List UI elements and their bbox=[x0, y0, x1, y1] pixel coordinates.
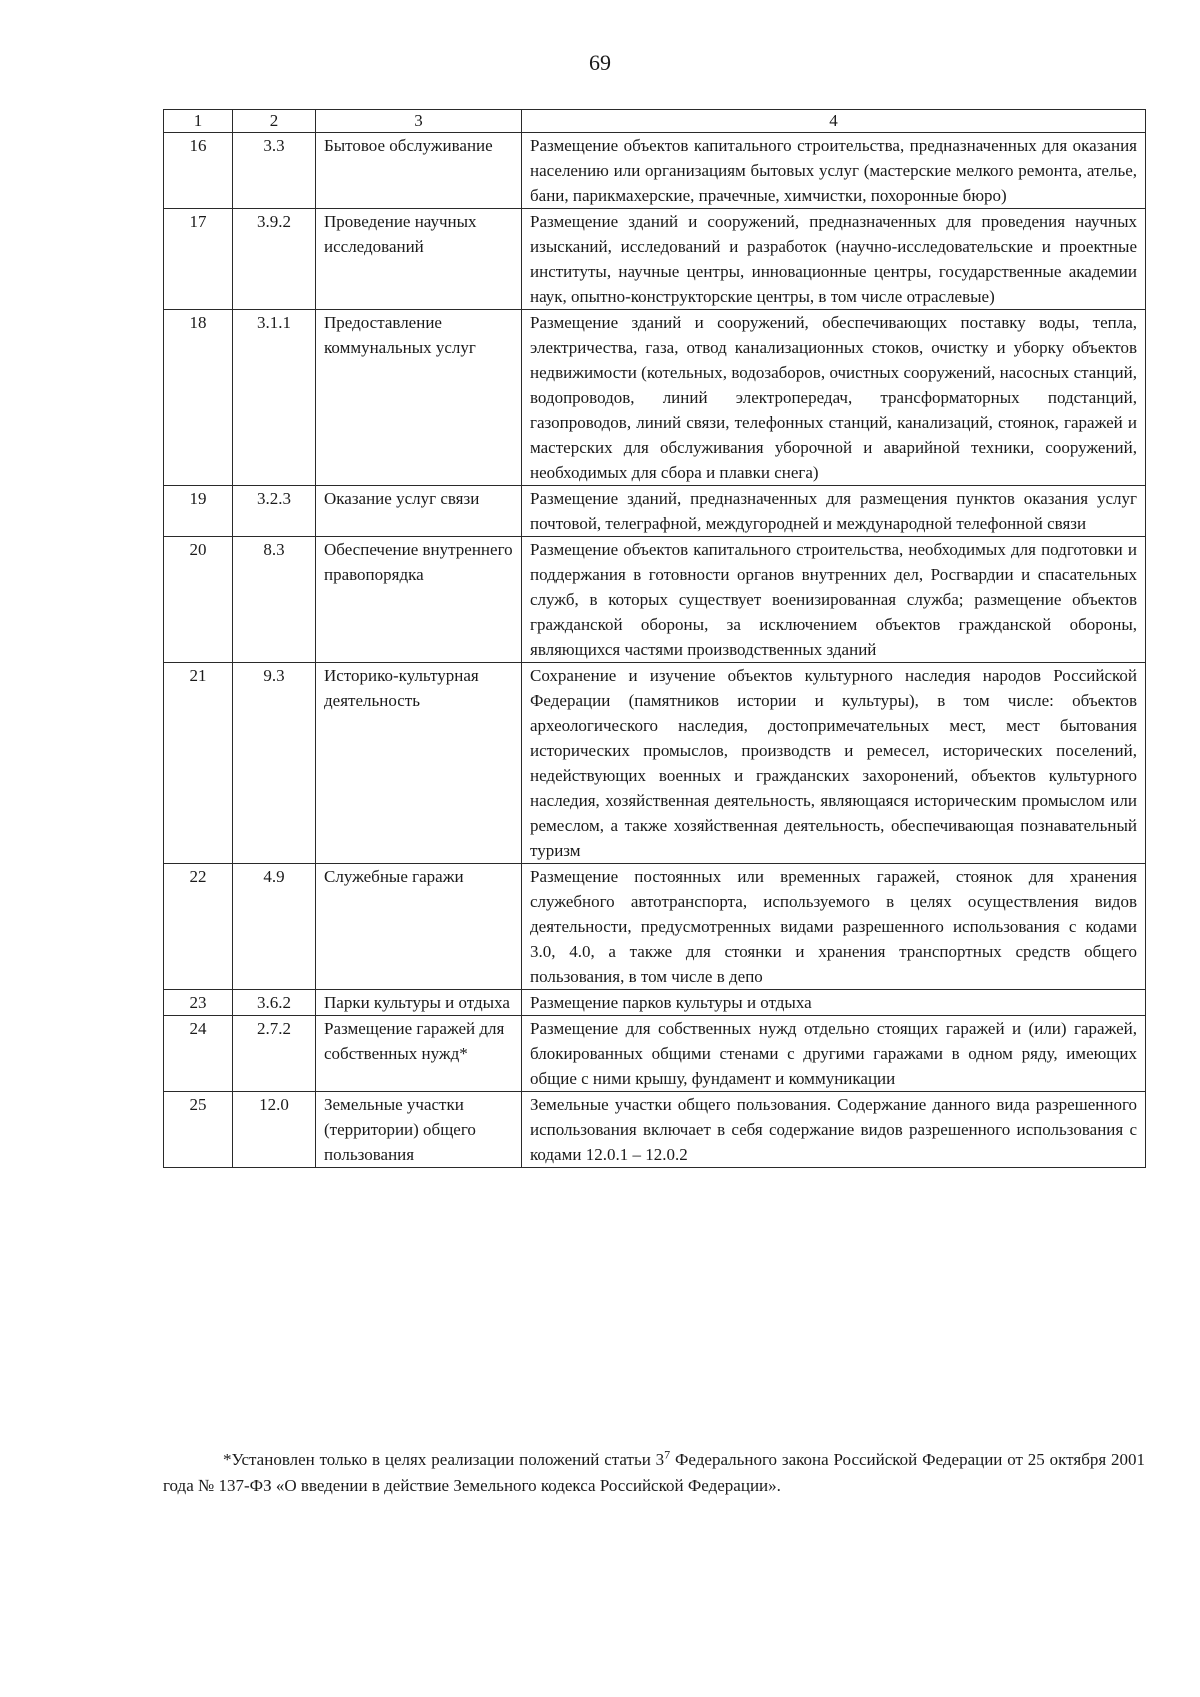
row-number: 24 bbox=[164, 1016, 233, 1092]
use-name: Служебные гаражи bbox=[316, 864, 522, 990]
row-number: 18 bbox=[164, 310, 233, 486]
use-description: Размещение для собственных нужд отдельно стоящих гаражей и (или) гаражей, блокированных общими стенами с другими гаражами в одном ряду, имеющих общие с ними крышу, фундамент и коммуникации bbox=[522, 1016, 1146, 1092]
row-number: 20 bbox=[164, 537, 233, 663]
use-code: 2.7.2 bbox=[233, 1016, 316, 1092]
row-number: 25 bbox=[164, 1092, 233, 1168]
use-description: Сохранение и изучение объектов культурного наследия народов Российской Федерации (памятников истории и культуры), в том числе: объектов археологического наследия, достопримечательных мест, мест бытования исторических промыслов, производств и ремесел, исторических поселений, недействующих военных и гражданских захоронений, объектов культурного наследия, хозяйственная деятельность, являющаяся историческим промыслом или ремеслом, а также хозяйственная деятельность, обеспечивающая познавательный туризм bbox=[522, 663, 1146, 864]
header-col-3: 3 bbox=[316, 110, 522, 133]
use-name: Предоставление коммунальных услуг bbox=[316, 310, 522, 486]
table-row bbox=[164, 990, 1146, 1016]
header-col-4: 4 bbox=[522, 110, 1146, 133]
footnote-text-start: *Установлен только в целях реализации положений статьи 3 bbox=[223, 1450, 665, 1469]
header-col-1: 1 bbox=[164, 110, 233, 133]
use-description: Размещение объектов капитального строительства, необходимых для подготовки и поддержания в готовности органов внутренних дел, Росгвардии и спасательных служб, в которых существует военизированная служба; размещение объектов гражданской обороны, за исключением объектов гражданской обороны, являющихся частями производственных зданий bbox=[522, 537, 1146, 663]
table-row bbox=[164, 486, 1146, 537]
use-description: Размещение зданий и сооружений, обеспечивающих поставку воды, тепла, электричества, газа, отвод канализационных стоков, очистку и уборку объектов недвижимости (котельных, водозаборов, очистных сооружений, насосных станций, водопроводов, линий электропередач, трансформаторных подстанций, газопроводов, линий связи, телефонных станций, канализаций, стоянок, гаражей и мастерских для обслуживания уборочной и аварийной техники, сооружений, необходимых для сбора и плавки снега) bbox=[522, 310, 1146, 486]
row-number: 17 bbox=[164, 209, 233, 310]
use-code: 8.3 bbox=[233, 537, 316, 663]
table-header-row bbox=[164, 110, 1146, 133]
footnote-superscript: 7 bbox=[664, 1447, 671, 1462]
footnote bbox=[163, 1447, 1145, 1499]
use-name: Земельные участки (территории) общего пользования bbox=[316, 1092, 522, 1168]
row-number: 23 bbox=[164, 990, 233, 1016]
table-row bbox=[164, 133, 1146, 209]
table-row bbox=[164, 310, 1146, 486]
use-description: Размещение зданий, предназначенных для размещения пунктов оказания услуг почтовой, телеграфной, междугородней и международной телефонной связи bbox=[522, 486, 1146, 537]
table-row bbox=[164, 1016, 1146, 1092]
use-name: Парки культуры и отдыха bbox=[316, 990, 522, 1016]
use-code: 4.9 bbox=[233, 864, 316, 990]
row-number: 22 bbox=[164, 864, 233, 990]
use-name: Оказание услуг связи bbox=[316, 486, 522, 537]
use-code: 3.1.1 bbox=[233, 310, 316, 486]
table-row bbox=[164, 1092, 1146, 1168]
use-description: Земельные участки общего пользования. Содержание данного вида разрешенного использования включает в себя содержание видов разрешенного использования с кодами 12.0.1 – 12.0.2 bbox=[522, 1092, 1146, 1168]
use-code: 3.3 bbox=[233, 133, 316, 209]
use-name: Историко-культурная деятельность bbox=[316, 663, 522, 864]
use-name: Проведение научных исследований bbox=[316, 209, 522, 310]
row-number: 16 bbox=[164, 133, 233, 209]
use-description: Размещение зданий и сооружений, предназначенных для проведения научных изысканий, исследований и разработок (научно-исследовательские и проектные институты, научные центры, инновационные центры, государственные академии наук, опытно-конструкторские центры, в том числе отраслевые) bbox=[522, 209, 1146, 310]
use-code: 3.9.2 bbox=[233, 209, 316, 310]
table-row bbox=[164, 537, 1146, 663]
use-code: 3.2.3 bbox=[233, 486, 316, 537]
use-code: 12.0 bbox=[233, 1092, 316, 1168]
footnote-text-end: Федерального закона Российской Федерации от 25 октября 2001 года № 137-ФЗ «О введении в действие Земельного кодекса Российской Федерации». bbox=[163, 1450, 1145, 1495]
use-description: Размещение постоянных или временных гаражей, стоянок для хранения служебного автотранспорта, используемого в целях осуществления видов деятельности, предусмотренных видами разрешенного использования с кодами 3.0, 4.0, а также для стоянки и хранения транспортных средств общего пользования, в том числе в депо bbox=[522, 864, 1146, 990]
table-row bbox=[164, 663, 1146, 864]
use-description: Размещение объектов капитального строительства, предназначенных для оказания населению или организациям бытовых услуг (мастерские мелкого ремонта, ателье, бани, парикмахерские, прачечные, химчистки, похоронные бюро) bbox=[522, 133, 1146, 209]
use-description: Размещение парков культуры и отдыха bbox=[522, 990, 1146, 1016]
use-code: 9.3 bbox=[233, 663, 316, 864]
row-number: 21 bbox=[164, 663, 233, 864]
header-col-2: 2 bbox=[233, 110, 316, 133]
use-code: 3.6.2 bbox=[233, 990, 316, 1016]
page-number: 69 bbox=[589, 50, 611, 75]
land-use-table bbox=[163, 109, 1146, 1168]
use-name: Бытовое обслуживание bbox=[316, 133, 522, 209]
table-row bbox=[164, 864, 1146, 990]
row-number: 19 bbox=[164, 486, 233, 537]
use-name: Обеспечение внутреннего правопорядка bbox=[316, 537, 522, 663]
table-row bbox=[164, 209, 1146, 310]
use-name: Размещение гаражей для собственных нужд* bbox=[316, 1016, 522, 1092]
